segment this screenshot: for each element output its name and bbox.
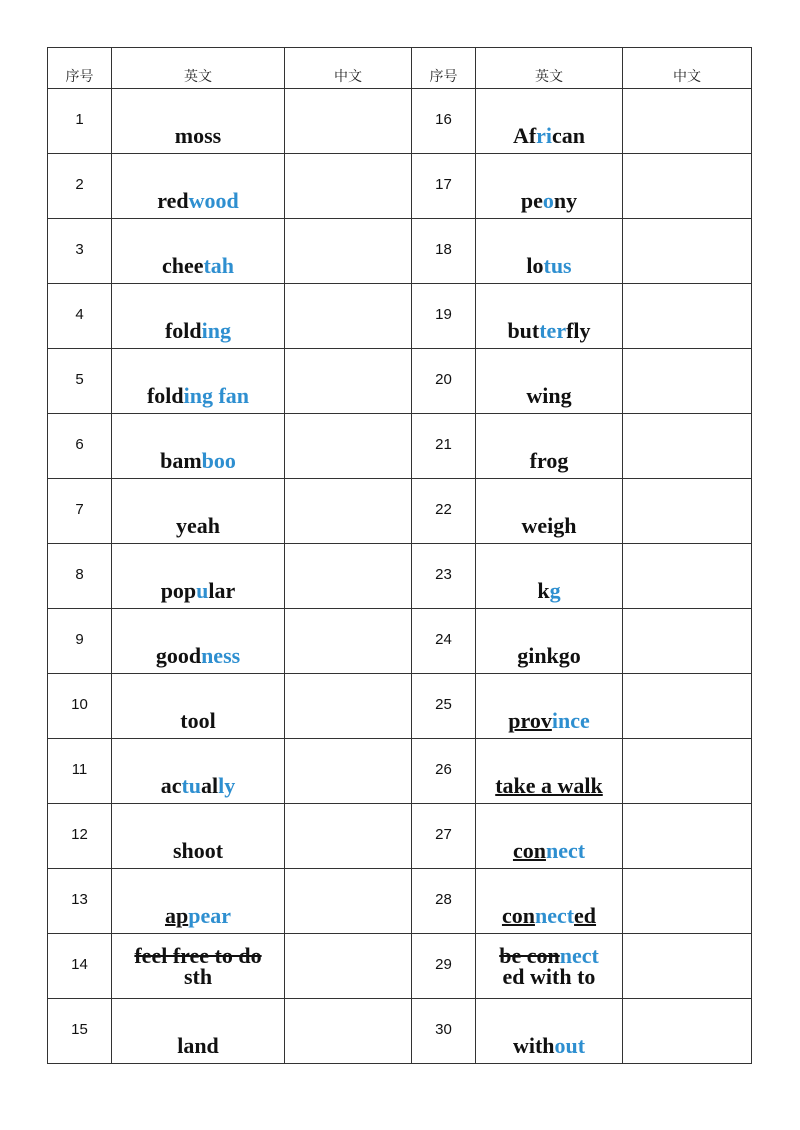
table-row xyxy=(48,219,752,284)
word-segment: pe xyxy=(520,188,543,213)
english-word-cell xyxy=(112,349,285,414)
english-word-cell xyxy=(112,999,285,1064)
chinese-answer-cell[interactable] xyxy=(285,89,412,154)
row-number: 11 xyxy=(48,739,112,804)
english-word-cell xyxy=(112,739,285,804)
word-segment: ny xyxy=(553,188,578,213)
chinese-answer-cell[interactable] xyxy=(285,869,412,934)
chinese-answer-cell[interactable] xyxy=(285,934,412,999)
english-word-cell xyxy=(112,284,285,349)
english-word-cell xyxy=(112,544,285,609)
chinese-answer-cell[interactable] xyxy=(285,544,412,609)
row-number: 22 xyxy=(412,479,476,544)
word-segment: ed xyxy=(574,903,597,928)
word-segment: can xyxy=(552,123,586,148)
chinese-answer-cell[interactable] xyxy=(623,804,752,869)
chinese-answer-cell[interactable] xyxy=(285,999,412,1064)
word-segment: tu xyxy=(181,773,202,798)
word-segment: u xyxy=(196,578,209,603)
row-number: 24 xyxy=(412,609,476,674)
header-row xyxy=(48,48,752,89)
table-row xyxy=(48,479,752,544)
english-word-cell xyxy=(112,674,285,739)
word-segment: wing xyxy=(526,383,572,408)
english-word-cell xyxy=(476,284,623,349)
row-number: 2 xyxy=(48,154,112,219)
row-number: 17 xyxy=(412,154,476,219)
table-row xyxy=(48,414,752,479)
chinese-answer-cell[interactable] xyxy=(623,154,752,219)
word-segment: ri xyxy=(536,123,553,148)
row-number: 23 xyxy=(412,544,476,609)
word-segment: chee xyxy=(161,253,204,278)
word-segment: be con xyxy=(499,943,560,968)
chinese-answer-cell[interactable] xyxy=(623,284,752,349)
english-word-cell xyxy=(476,544,623,609)
header-chinese-left: 中文 xyxy=(285,48,412,89)
row-number: 15 xyxy=(48,999,112,1064)
english-word-cell xyxy=(112,479,285,544)
chinese-answer-cell[interactable] xyxy=(285,414,412,479)
word-segment: fold xyxy=(164,318,202,343)
table-row xyxy=(48,609,752,674)
table-row xyxy=(48,349,752,414)
english-word-cell xyxy=(112,934,285,999)
word-segment: sth xyxy=(183,964,213,989)
word-segment: con xyxy=(501,903,535,928)
word-segment: tah xyxy=(203,253,235,278)
header-number-right: 序号 xyxy=(412,48,476,89)
chinese-answer-cell[interactable] xyxy=(285,739,412,804)
chinese-answer-cell[interactable] xyxy=(623,934,752,999)
table-row xyxy=(48,999,752,1064)
word-segment: take a walk xyxy=(495,773,603,798)
header-english-left: 英文 xyxy=(112,48,285,89)
word-segment: ince xyxy=(551,708,590,733)
table-row xyxy=(48,674,752,739)
chinese-answer-cell[interactable] xyxy=(623,739,752,804)
word-segment: ly xyxy=(218,773,236,798)
word-segment: red xyxy=(157,188,189,213)
table-row xyxy=(48,154,752,219)
chinese-answer-cell[interactable] xyxy=(623,999,752,1064)
table-row xyxy=(48,89,752,154)
row-number: 10 xyxy=(48,674,112,739)
word-segment: yeah xyxy=(176,513,220,538)
english-word-cell xyxy=(476,934,623,999)
english-word-cell xyxy=(476,349,623,414)
word-segment: moss xyxy=(174,123,222,148)
table-row xyxy=(48,804,752,869)
english-word-cell xyxy=(476,154,623,219)
word-segment: fold xyxy=(146,383,184,408)
header-number-left: 序号 xyxy=(48,48,112,89)
english-word-cell xyxy=(476,869,623,934)
row-number: 7 xyxy=(48,479,112,544)
word-segment: ing fan xyxy=(183,383,250,408)
word-segment: ing xyxy=(201,318,232,343)
english-word-cell xyxy=(112,414,285,479)
word-segment: pop xyxy=(160,578,197,603)
word-segment: tool xyxy=(180,708,216,733)
chinese-answer-cell[interactable] xyxy=(623,544,752,609)
row-number: 1 xyxy=(48,89,112,154)
row-number: 27 xyxy=(412,804,476,869)
word-segment: tus xyxy=(543,253,572,278)
word-segment: but xyxy=(507,318,540,343)
english-word-cell xyxy=(112,804,285,869)
english-word-cell xyxy=(112,869,285,934)
row-number: 8 xyxy=(48,544,112,609)
word-segment: bam xyxy=(160,448,202,473)
english-word-cell xyxy=(476,414,623,479)
word-segment: ter xyxy=(539,318,567,343)
word-segment: ac xyxy=(160,773,182,798)
word-segment: wood xyxy=(188,188,239,213)
chinese-answer-cell[interactable] xyxy=(285,674,412,739)
chinese-answer-cell[interactable] xyxy=(623,414,752,479)
english-word-cell xyxy=(476,739,623,804)
chinese-answer-cell[interactable] xyxy=(623,349,752,414)
row-number: 18 xyxy=(412,219,476,284)
word-segment: with xyxy=(512,1033,555,1058)
word-segment: ed with to xyxy=(502,964,596,989)
table-row xyxy=(48,544,752,609)
english-word-cell xyxy=(112,219,285,284)
chinese-answer-cell[interactable] xyxy=(623,674,752,739)
chinese-answer-cell[interactable] xyxy=(623,89,752,154)
word-segment: shoot xyxy=(172,838,224,863)
table-row xyxy=(48,869,752,934)
english-word-cell xyxy=(476,479,623,544)
row-number: 30 xyxy=(412,999,476,1064)
row-number: 6 xyxy=(48,414,112,479)
table-row xyxy=(48,739,752,804)
header-english-right: 英文 xyxy=(476,48,623,89)
english-word-cell xyxy=(476,674,623,739)
english-word-cell xyxy=(476,219,623,284)
word-segment: frog xyxy=(529,448,569,473)
chinese-answer-cell[interactable] xyxy=(285,219,412,284)
english-word-cell xyxy=(112,89,285,154)
word-segment: good xyxy=(155,643,202,668)
row-number: 9 xyxy=(48,609,112,674)
english-word-cell xyxy=(112,154,285,219)
word-segment: ap xyxy=(164,903,189,928)
table-row xyxy=(48,284,752,349)
word-segment: boo xyxy=(201,448,236,473)
word-segment: nect xyxy=(545,838,586,863)
word-segment: weigh xyxy=(521,513,577,538)
word-segment: feel free to do xyxy=(134,943,262,968)
word-segment: prov xyxy=(508,708,552,733)
chinese-answer-cell[interactable] xyxy=(623,869,752,934)
table-row xyxy=(48,934,752,999)
chinese-answer-cell[interactable] xyxy=(623,219,752,284)
row-number: 16 xyxy=(412,89,476,154)
english-word-cell xyxy=(112,609,285,674)
row-number: 4 xyxy=(48,284,112,349)
word-segment: ness xyxy=(201,643,241,668)
row-number: 25 xyxy=(412,674,476,739)
row-number: 13 xyxy=(48,869,112,934)
chinese-answer-cell[interactable] xyxy=(285,284,412,349)
word-segment: out xyxy=(554,1033,586,1058)
word-segment: lo xyxy=(526,253,544,278)
word-segment: con xyxy=(512,838,546,863)
word-segment: g xyxy=(549,578,561,603)
row-number: 28 xyxy=(412,869,476,934)
row-number: 5 xyxy=(48,349,112,414)
word-segment: al xyxy=(201,773,219,798)
word-segment: lar xyxy=(208,578,236,603)
row-number: 21 xyxy=(412,414,476,479)
word-segment: nect xyxy=(534,903,575,928)
row-number: 19 xyxy=(412,284,476,349)
english-word-cell xyxy=(476,609,623,674)
row-number: 14 xyxy=(48,934,112,999)
word-segment: fly xyxy=(566,318,591,343)
row-number: 29 xyxy=(412,934,476,999)
row-number: 20 xyxy=(412,349,476,414)
word-segment: k xyxy=(537,578,550,603)
word-segment: Af xyxy=(512,123,537,148)
english-word-cell xyxy=(476,804,623,869)
vocabulary-table xyxy=(47,47,752,1064)
header-chinese-right: 中文 xyxy=(623,48,752,89)
row-number: 26 xyxy=(412,739,476,804)
word-segment: o xyxy=(542,188,554,213)
chinese-answer-cell[interactable] xyxy=(285,609,412,674)
word-segment: land xyxy=(177,1033,219,1058)
chinese-answer-cell[interactable] xyxy=(623,479,752,544)
row-number: 3 xyxy=(48,219,112,284)
chinese-answer-cell[interactable] xyxy=(285,804,412,869)
row-number: 12 xyxy=(48,804,112,869)
english-word-cell xyxy=(476,999,623,1064)
word-segment: pear xyxy=(188,903,231,928)
chinese-answer-cell[interactable] xyxy=(285,349,412,414)
chinese-answer-cell[interactable] xyxy=(285,479,412,544)
chinese-answer-cell[interactable] xyxy=(285,154,412,219)
chinese-answer-cell[interactable] xyxy=(623,609,752,674)
english-word-cell xyxy=(476,89,623,154)
word-segment: nect xyxy=(559,943,599,968)
word-segment: ginkgo xyxy=(517,643,581,668)
